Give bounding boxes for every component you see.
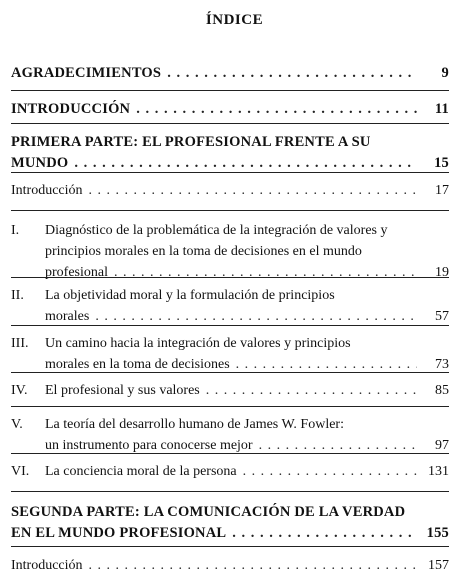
toc-entry-title-line: El profesional y sus valores <box>45 383 200 398</box>
divider <box>11 277 449 278</box>
toc-entry-title-line: un instrumento para conocerse mejor <box>45 438 253 453</box>
divider <box>11 453 449 454</box>
toc-entry-title: INTRODUCCIÓN <box>11 101 131 117</box>
divider <box>11 172 449 173</box>
chapter-number: III. <box>11 336 29 351</box>
toc-entry-title-line: PRIMERA PARTE: EL PROFESIONAL FRENTE A SU <box>11 134 371 150</box>
toc-entry-title-line: EN EL MUNDO PROFESIONAL <box>11 525 227 541</box>
toc-page-number: 131 <box>428 464 449 479</box>
dot-leader <box>232 523 417 544</box>
toc-entry-chapter-1[interactable] <box>11 220 449 283</box>
dot-leader <box>89 555 417 576</box>
dot-leader <box>95 306 417 327</box>
toc-page-number: 97 <box>435 438 449 453</box>
divider <box>11 123 449 124</box>
chapter-number: I. <box>11 223 20 238</box>
toc-entry-introduccion-parte-2[interactable] <box>11 555 449 576</box>
toc-page-number: 17 <box>435 183 449 198</box>
toc-entry-title-line: SEGUNDA PARTE: LA COMUNICACIÓN DE LA VERDAD <box>11 504 406 520</box>
dot-leader <box>206 380 417 401</box>
toc-page-number: 15 <box>434 155 449 171</box>
toc-entry-title-line: La teoría del desarrollo humano de James W. Fowler: <box>45 417 344 432</box>
toc-entry-introduccion[interactable] <box>11 99 449 120</box>
toc-entry-chapter-5[interactable] <box>11 414 449 456</box>
toc-entry-introduccion-parte-1[interactable] <box>11 180 449 201</box>
dot-leader <box>136 99 417 120</box>
toc-entry-title-line: morales en la toma de decisiones <box>45 357 230 372</box>
divider <box>11 546 449 547</box>
toc-entry-title-line: profesional <box>45 265 108 280</box>
dot-leader <box>74 153 417 174</box>
toc-entry-title-line: Un camino hacia la integración de valores y principios <box>45 336 351 351</box>
toc-page-number: 85 <box>435 383 449 398</box>
chapter-number: V. <box>11 417 23 432</box>
toc-entry-title: Introducción <box>11 183 83 198</box>
dot-leader <box>243 461 417 482</box>
toc-entry-chapter-3[interactable] <box>11 333 449 375</box>
toc-page-number: 73 <box>435 357 449 372</box>
toc-entry-title-line: principios morales en la toma de decisiones en el mundo <box>45 244 362 259</box>
toc-entry-agradecimientos[interactable] <box>11 63 449 84</box>
toc-entry-title-line: La conciencia moral de la persona <box>45 464 237 479</box>
toc-entry-segunda-parte[interactable] <box>11 502 449 544</box>
page-title: ÍNDICE <box>205 12 264 28</box>
divider <box>11 491 449 492</box>
toc-entry-title: AGRADECIMIENTOS <box>11 65 162 81</box>
toc-page-number: 19 <box>435 265 449 280</box>
toc-entry-title-line: morales <box>45 309 90 324</box>
divider <box>11 406 449 407</box>
chapter-number: II. <box>11 288 24 303</box>
toc-page-number: 157 <box>428 558 449 573</box>
toc-entry-chapter-6[interactable] <box>11 461 449 482</box>
toc-entry-chapter-2[interactable] <box>11 285 449 327</box>
toc-page-number: 11 <box>434 101 449 117</box>
divider <box>11 90 449 91</box>
toc-entry-primera-parte[interactable] <box>11 132 449 174</box>
toc-entry-title-line: La objetividad moral y la formulación de principios <box>45 288 335 303</box>
chapter-number: VI. <box>11 464 30 479</box>
toc-entry-title-line: MUNDO <box>11 155 69 171</box>
chapter-number: IV. <box>11 383 28 398</box>
dot-leader <box>114 262 417 283</box>
toc-entry-chapter-4[interactable] <box>11 380 449 401</box>
divider <box>11 372 449 373</box>
divider <box>11 325 449 326</box>
toc-entry-title: Introducción <box>11 558 83 573</box>
toc-page-number: 57 <box>435 309 449 324</box>
dot-leader <box>89 180 417 201</box>
toc-page-number: 9 <box>441 65 449 81</box>
divider <box>11 210 449 211</box>
toc-entry-title-line: Diagnóstico de la problemática de la integración de valores y <box>45 223 388 238</box>
toc-page-number: 155 <box>426 525 449 541</box>
dot-leader <box>167 63 417 84</box>
